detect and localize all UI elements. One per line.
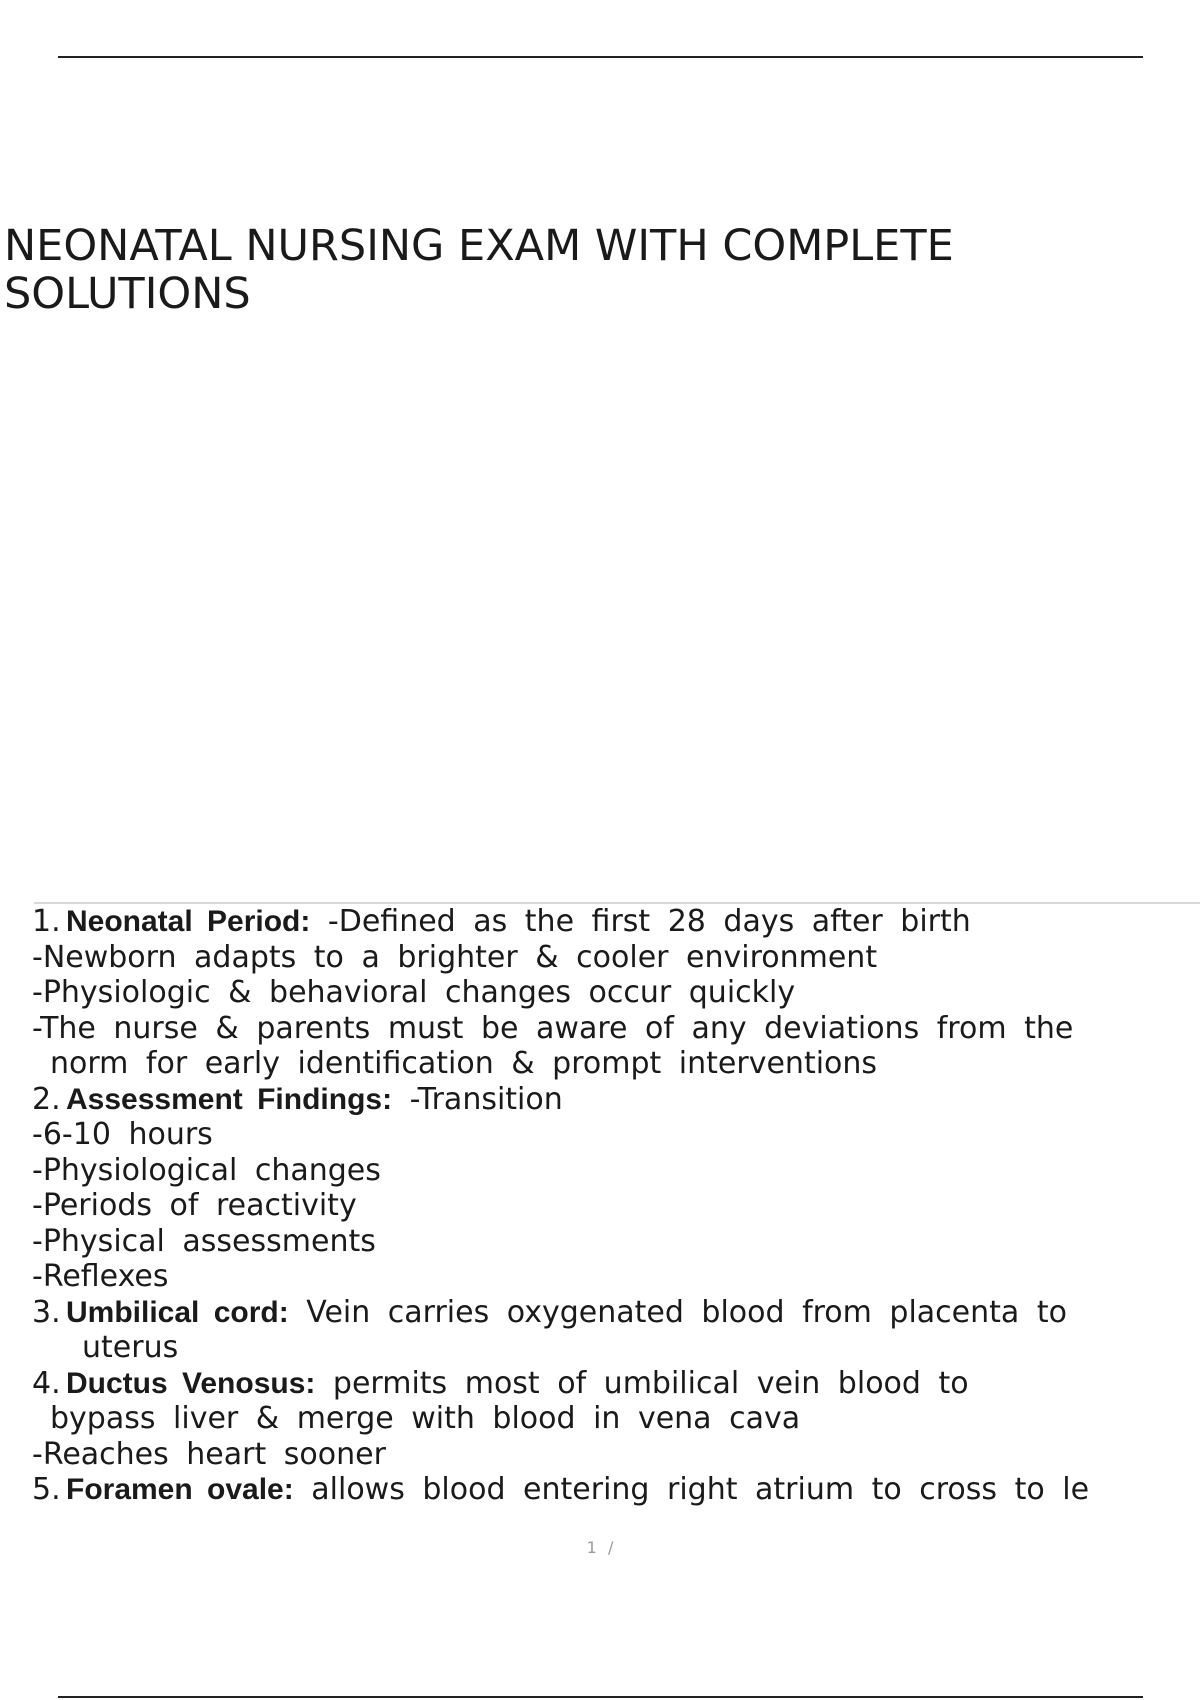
item-2-line: -Periods of reactivity	[32, 1188, 357, 1223]
item-answer: -Transition	[392, 1081, 563, 1117]
item-2-line: -Reflexes	[32, 1259, 169, 1294]
item-term: Neonatal Period:	[66, 905, 311, 938]
item-answer: permits most of umbilical vein blood to	[315, 1365, 969, 1401]
item-number: 1.	[32, 904, 61, 939]
item-term: Foramen ovale:	[66, 1473, 294, 1506]
item-1-line: -Newborn adapts to a brighter & cooler environment	[32, 939, 878, 975]
title-line-1: NEONATAL NURSING EXAM WITH COMPLETE	[4, 221, 954, 271]
item-1-line: -Physiologic & behavioral changes occur quickly	[32, 975, 796, 1010]
item-1-line: norm for early identification & prompt interventions	[50, 1046, 878, 1081]
page-number: 1 /	[586, 1538, 614, 1557]
item-number: 3.	[32, 1294, 61, 1330]
qa-content	[32, 904, 1200, 1514]
item-number: 4.	[32, 1365, 61, 1401]
item-5-heading	[32, 1472, 1200, 1508]
item-2-line: -6-10 hours	[32, 1117, 213, 1152]
item-number: 5.	[32, 1472, 61, 1507]
item-4-heading	[32, 1366, 1200, 1402]
footer-rule	[58, 1696, 1143, 1698]
item-number: 2.	[32, 1081, 61, 1117]
item-1-line: -The nurse & parents must be aware of any deviations from the	[32, 1010, 1074, 1046]
header-rule	[58, 56, 1143, 58]
item-term: Assessment Findings:	[66, 1082, 393, 1116]
item-4-line: -Reaches heart sooner	[32, 1436, 386, 1472]
item-answer: allows blood entering right atrium to cross to le	[293, 1472, 1090, 1507]
item-3-heading	[32, 1295, 1200, 1331]
item-4-line: bypass liver & merge with blood in vena cava	[50, 1401, 801, 1436]
item-term: Ductus Venosus:	[66, 1366, 316, 1400]
item-2-heading	[32, 1082, 1200, 1118]
item-1-heading	[32, 904, 1200, 940]
item-3-line: uterus	[82, 1330, 179, 1365]
item-answer: Vein carries oxygenated blood from placenta to	[288, 1294, 1067, 1330]
title-line-2: SOLUTIONS	[4, 269, 251, 319]
item-answer: -Defined as the first 28 days after birth	[310, 904, 971, 939]
item-2-line: -Physical assessments	[32, 1223, 376, 1259]
item-term: Umbilical cord:	[66, 1295, 289, 1329]
document-title	[4, 222, 954, 318]
item-2-line: -Physiological changes	[32, 1152, 381, 1188]
